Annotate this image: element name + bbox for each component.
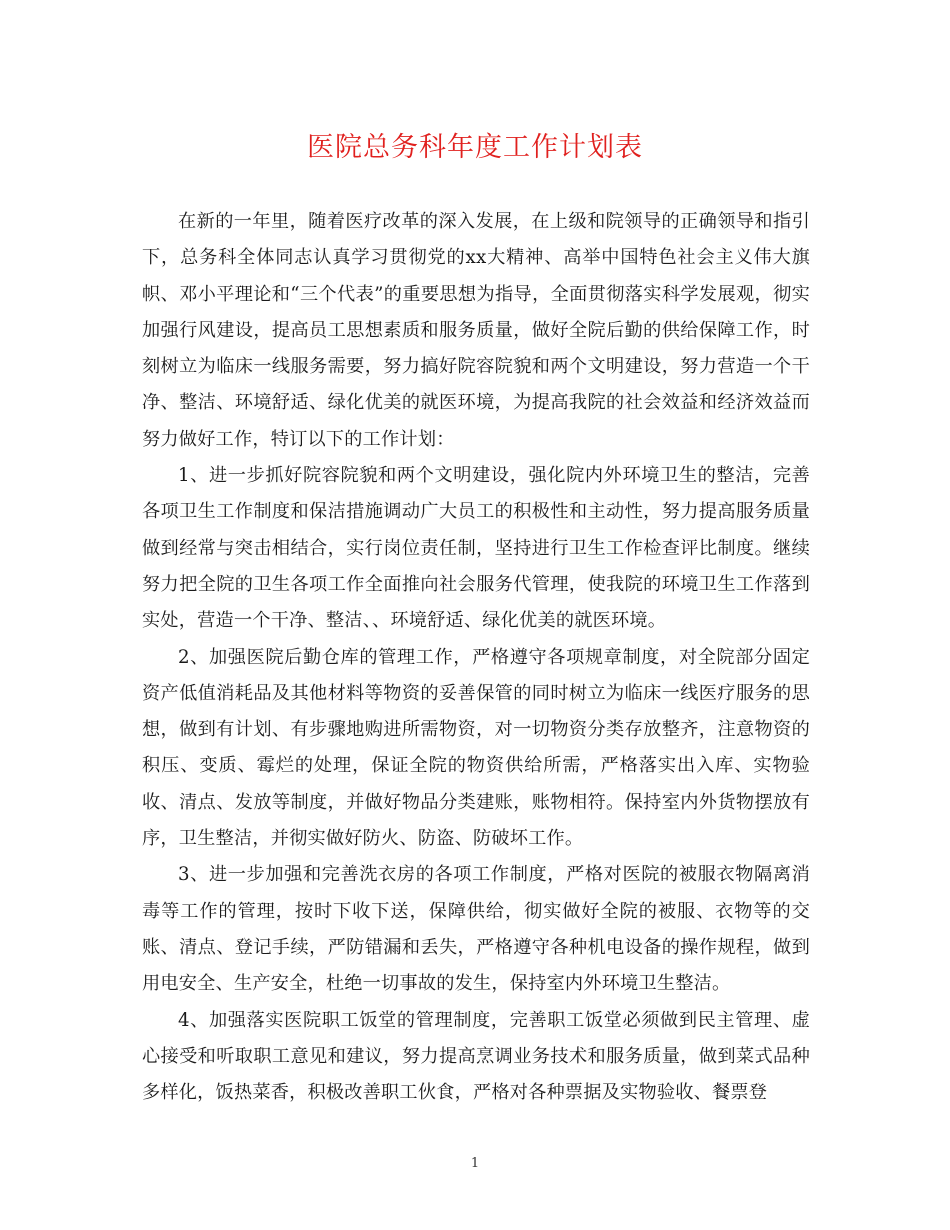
item-2-paragraph: 2、加强医院后勤仓库的管理工作，严格遵守各项规章制度，对全院部分固定资产低值消耗品及其他材料等物资的妥善保管的同时树立为临床一线医疗服务的思想，做到有计划、有步骤地购进所需物资，对一切物资分类存放整齐，注意物资的积压、变质、霉烂的处理，保证全院的物资供给所需，严格落实出入库、实物验收、清点、发放等制度，并做好物品分类建账，账物相符。保持室内外货物摆放有序，卫生整洁，并彻实做好防火、防盗、防破坏工作。: [142, 646, 810, 850]
item-4-paragraph: 4、加强落实医院职工饭堂的管理制度，完善职工饭堂必须做到民主管理、虚心接受和听取职工意见和建议，努力提高烹调业务技术和服务质量，做到菜式品种多样化，饭热菜香，积极改善职工伙食，严格对各种票据及实物验收、餐票登: [142, 1009, 810, 1104]
item-3-paragraph: 3、进一步加强和完善洗衣房的各项工作制度，严格对医院的被服衣物隔离消毒等工作的管理，按时下收下送，保障供给，彻实做好全院的被服、衣物等的交账、清点、登记手续，严防错漏和丢失，严格遵守各种机电设备的操作规程，做到用电安全、生产安全，杜绝一切事故的发生，保持室内外环境卫生整洁。: [142, 864, 810, 995]
document-title: 医院总务科年度工作计划表: [307, 132, 643, 163]
item-1-paragraph: 1、进一步抓好院容院貌和两个文明建设，强化院内外环境卫生的整洁，完善各项卫生工作制度和保洁措施调动广大员工的积极性和主动性，努力提高服务质量做到经常与突击相结合，实行岗位责任制，坚持进行卫生工作检查评比制度。继续努力把全院的卫生各项工作全面推向社会服务代管理，使我院的环境卫生工作落到实处，营造一个干净、整洁、、环境舒适、绿化优美的就医环境。: [142, 465, 810, 632]
intro-paragraph: 在新的一年里，随着医疗改革的深入发展，在上级和院领导的正确领导和指引下，总务科全体同志认真学习贯彻党的xx大精神、高举中国特色社会主义伟大旗帜、邓小平理论和“三个代表”的重要思想为指导，全面贯彻落实科学发展观，彻实加强行风建设，提高员工思想素质和服务质量，做好全院后勤的供给保障工作，时刻树立为临床一线服务需要，努力搞好院容院貌和两个文明建设，努力营造一个干净、整洁、环境舒适、绿化优美的就医环境，为提高我院的社会效益和经济效益而努力做好工作，特订以下的工作计划：: [142, 211, 810, 450]
page-number: 1: [470, 1156, 480, 1171]
document-body: [142, 204, 810, 1111]
